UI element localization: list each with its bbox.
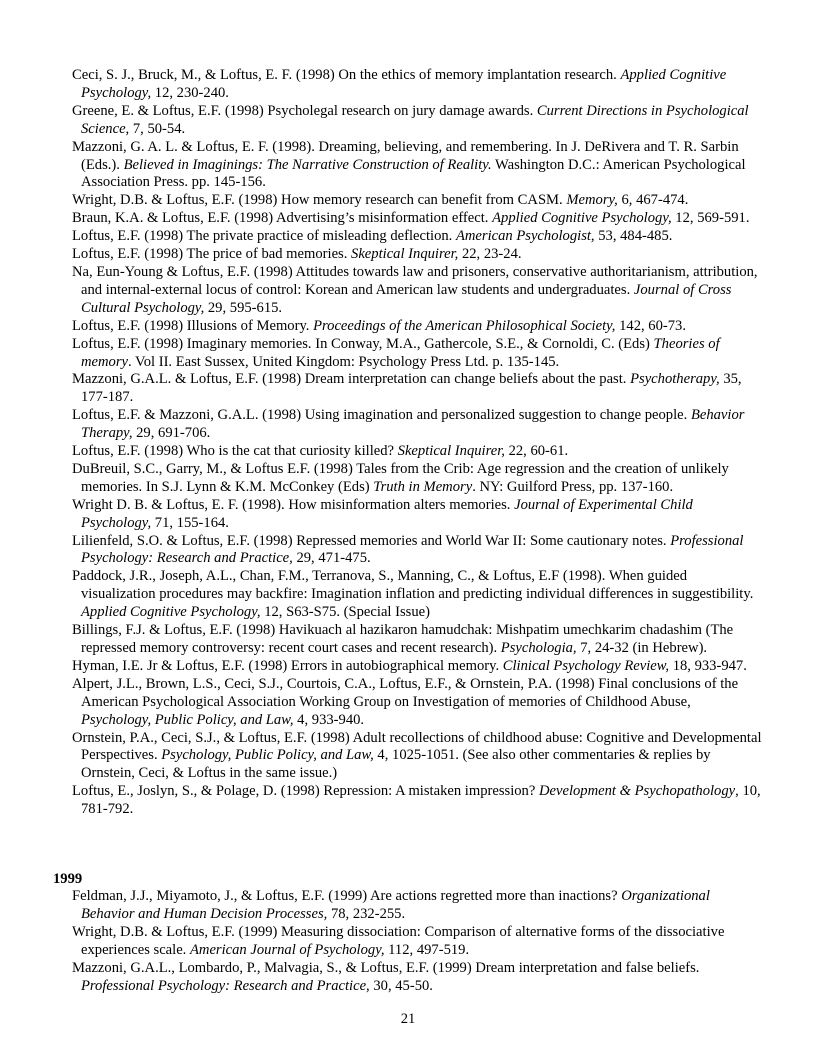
reference-entry: Na, Eun-Young & Loftus, E.F. (1998) Attitudes towards law and prisoners, conservative authoritarianism, attribution, and internal-external locus of control: Korean and American law students and undergraduates. Journal of Cross Cultural Psychology, 29, 595-615. [72, 263, 758, 316]
reference-entry: Wright, D.B. & Loftus, E.F. (1998) How memory research can benefit from CASM. Memory, 6, 467-474. [72, 192, 689, 209]
reference-entry: Billings, F.J. & Loftus, E.F. (1998) Havikuach al hazikaron hamudchak: Mishpatim umechkarim chadashim (The repressed memory controversy: recent court cases and recent research). Psychologia, 7, 24-32 (in Hebrew). [72, 622, 734, 656]
reference-entry: Ornstein, P.A., Ceci, S.J., & Loftus, E.F. (1998) Adult recollections of childhood abuse: Cognitive and Developmental Perspectives. Psychology, Public Policy, and Law, 4, 1025-1051. (See also other commentaries & replies by Ornstein, Ceci, & Loftus in the same issue.) [72, 729, 762, 782]
reference-entry: Feldman, J.J., Miyamoto, J., & Loftus, E.F. (1999) Are actions regretted more than inactions? Organizational Behavior and Human Decision Processes, 78, 232-255. [72, 888, 710, 922]
reference-entry: Loftus, E.F. (1998) Imaginary memories. In Conway, M.A., Gathercole, S.E., & Cornoldi, C. (Eds) Theories of memory. Vol II. East Sussex, United Kingdom: Psychology Press Ltd. p. 135-145. [72, 335, 720, 370]
reference-entry: DuBreuil, S.C., Garry, M., & Loftus E.F. (1998) Tales from the Crib: Age regression and the creation of unlikely memories. In S.J. Lynn & K.M. McConkey (Eds) Truth in Memory. NY: Guilford Press, pp. 137-160. [72, 460, 729, 495]
reference-entry: Wright, D.B. & Loftus, E.F. (1999) Measuring dissociation: Comparison of alternative forms of the dissociative experiences scale. American Journal of Psychology, 112, 497-519. [72, 923, 725, 958]
reference-entry: Paddock, J.R., Joseph, A.L., Chan, F.M., Terranova, S., Manning, C., & Loftus, E.F (1998). When guided visualization procedures may backfire: Imagination inflation and predicting individual differences in suggestibility. Applied Cognitive Psychology, 12, S63-S75. (Special Issue) [72, 568, 754, 621]
reference-entry: Lilienfeld, S.O. & Loftus, E.F. (1998) Repressed memories and World War II: Some cautionary notes. Professional Psychology: Research and Practice, 29, 471-475. [72, 532, 744, 567]
year-heading: 1999 [53, 871, 83, 887]
reference-entry: Loftus, E., Joslyn, S., & Polage, D. (1998) Repression: A mistaken impression? Development & Psychopathology, 10, 781-792. [72, 783, 761, 818]
reference-entry: Ceci, S. J., Bruck, M., & Loftus, E. F. (1998) On the ethics of memory implantation research. Applied Cognitive Psychology, 12, 230-240. [72, 67, 727, 101]
reference-entry: Alpert, J.L., Brown, L.S., Ceci, S.J., Courtois, C.A., Loftus, E.F., & Ornstein, P.A. (1998) Final conclusions of the American Psychological Association Working Group on Investigation of memories of Childhood Abuse, Psychology, Public Policy, and Law, 4, 933-940. [72, 675, 739, 728]
reference-entry: Mazzoni, G.A.L., Lombardo, P., Malvagia, S., & Loftus, E.F. (1999) Dream interpretation and false beliefs. Professional Psychology: Research and Practice, 30, 45-50. [72, 959, 700, 994]
reference-entry: Loftus, E.F. & Mazzoni, G.A.L. (1998) Using imagination and personalized suggestion to change people. Behavior Therapy, 29, 691-706. [72, 407, 745, 442]
reference-entry: Mazzoni, G. A. L. & Loftus, E. F. (1998). Dreaming, believing, and remembering. In J. DeRivera and T. R. Sarbin (Eds.). Believed in Imaginings: The Narrative Construction of Reality. Washington D.C.: American Psychological Association Press. pp. 145-156. [72, 138, 746, 191]
reference-entry: Wright D. B. & Loftus, E. F. (1998). How misinformation alters memories. Journal of Experimental Child Psychology, 71, 155-164. [72, 496, 693, 531]
reference-entry: Mazzoni, G.A.L. & Loftus, E.F. (1998) Dream interpretation can change beliefs about the past. Psychotherapy, 35, 177-187. [72, 371, 742, 406]
reference-entry: Hyman, I.E. Jr & Loftus, E.F. (1998) Errors in autobiographical memory. Clinical Psychology Review, 18, 933-947. [72, 657, 747, 674]
page-number: 21 [400, 1011, 416, 1027]
reference-list-1999 [72, 888, 762, 995]
reference-entry: Loftus, E.F. (1998) The private practice of misleading deflection. American Psychologist, 53, 484-485. [72, 228, 673, 245]
reference-entry: Loftus, E.F. (1998) Who is the cat that curiosity killed? Skeptical Inquirer, 22, 60-61. [72, 443, 569, 460]
reference-entry: Greene, E. & Loftus, E.F. (1998) Psycholegal research on jury damage awards. Current Directions in Psychological Science, 7, 50-54. [72, 102, 749, 137]
reference-list-1998 [72, 67, 762, 819]
reference-entry: Loftus, E.F. (1998) The price of bad memories. Skeptical Inquirer, 22, 23-24. [72, 246, 522, 263]
reference-entry: Braun, K.A. & Loftus, E.F. (1998) Advertising’s misinformation effect. Applied Cognitive Psychology, 12, 569-591. [72, 210, 750, 227]
reference-entry: Loftus, E.F. (1998) Illusions of Memory. Proceedings of the American Philosophical Society, 142, 60-73. [72, 317, 687, 334]
